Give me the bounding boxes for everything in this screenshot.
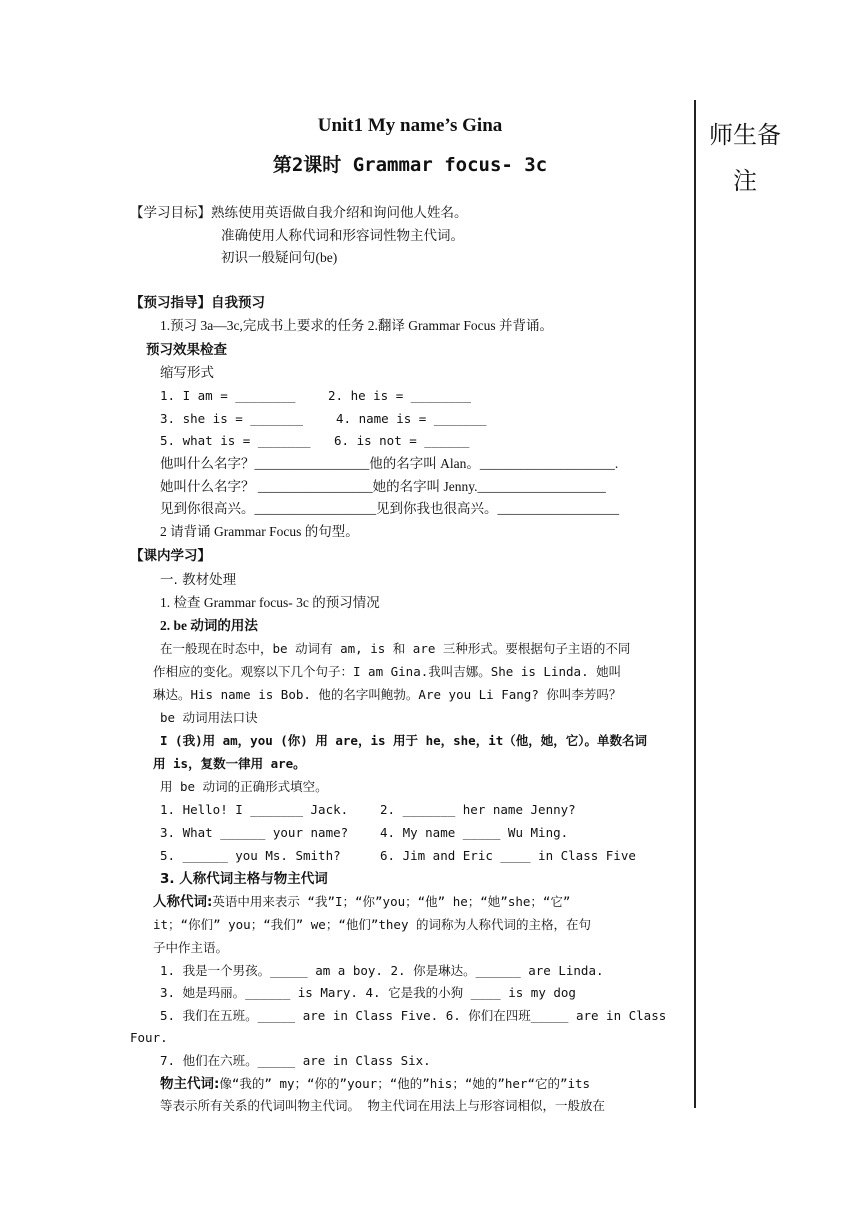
translation-exercise: 见到你很高兴。__________________见到你我也很高兴。__________________: [160, 501, 619, 516]
pronoun-text: 英语中用来表示 “我”I；“你”you；“他” he；“她”she；“它”: [212, 894, 571, 909]
section-heading: 3. 人称代词主格与物主代词: [160, 871, 328, 887]
pronoun-exercise: 1. 我是一个男孩。_____ am a boy. 2. 你是琳达。______ are Linda.: [160, 963, 604, 978]
fill-instruction: 用 be 动词的正确形式填空。: [160, 779, 328, 794]
class-study-heading: 【课内学习】: [130, 548, 211, 564]
body-paragraph-line: 作相应的变化。观察以下几个句子：I am Gina.我叫吉娜。She is Linda. 她叫: [153, 664, 622, 679]
abbreviation-exercise: 4. name is = _______: [336, 411, 487, 426]
notes-label-line2: 注: [733, 167, 757, 195]
pronoun-exercise: 5. 我们在五班。_____ are in Class Five. 6. 你们在四班_____ are in Class: [160, 1008, 667, 1023]
body-paragraph-line: 琳达。His name is Bob. 他的名字叫鲍勃。Are you Li Fang? 你叫李芳吗？: [153, 687, 622, 702]
possessive-paragraph-line: [160, 1075, 590, 1093]
possessive-label: 物主代词:: [160, 1076, 220, 1092]
abbreviation-exercise: 6. is not = ______: [334, 433, 470, 448]
pronoun-exercise: 7. 他们在六班。_____ are in Class Six.: [160, 1053, 431, 1068]
rhyme-heading: be 动词用法口诀: [160, 710, 258, 725]
section-item: 2. be 动词的用法: [160, 618, 258, 633]
pronoun-exercise: Four.: [130, 1030, 168, 1045]
margin-divider: [694, 100, 696, 1108]
section-item: 1. 检查 Grammar focus- 3c 的预习情况: [160, 595, 380, 610]
abbreviation-label: 缩写形式: [160, 365, 214, 381]
section-heading: 一. 教材处理: [160, 572, 237, 588]
translation-exercise: 她叫什么名字？ _________________她的名字叫 Jenny.___________________: [160, 479, 606, 494]
abbreviation-exercise: 2. he is = ________: [328, 388, 471, 403]
recite-task: 2 请背诵 Grammar Focus 的句型。: [160, 524, 359, 539]
fill-exercise: 1. Hello! I _______ Jack.: [160, 802, 349, 817]
pronoun-paragraph-line: it；“你们” you；“我们” we；“他们”they 的词称为人称代词的主格，在句: [153, 917, 592, 932]
teacher-student-notes-header: [700, 112, 790, 204]
learning-goal-line: 初识一般疑问句(be): [221, 250, 338, 265]
fill-exercise: 6. Jim and Eric ____ in Class Five: [380, 848, 636, 863]
body-paragraph-line: 在一般现在时态中，be 动词有 am, is 和 are 三种形式。要根据句子主语的不同: [160, 641, 631, 656]
possessive-text: 像“我的” my；“你的”your；“他的”his；“她的”her“它的”its: [219, 1076, 591, 1091]
fill-exercise: 2. _______ her name Jenny?: [380, 802, 576, 817]
preview-guide-heading: 【预习指导】自我预习: [130, 295, 265, 311]
unit-title: Unit1 My name’s Gina: [317, 115, 503, 136]
learning-goal-line: 【学习目标】熟练使用英语做自我介绍和询问他人姓名。: [130, 205, 468, 221]
lesson-title: 第2课时 Grammar focus- 3c: [272, 154, 548, 176]
pronoun-label: 人称代词:: [153, 894, 213, 910]
learning-goal-line: 准确使用人称代词和形容词性物主代词。: [221, 228, 464, 244]
fill-exercise: 4. My name _____ Wu Ming.: [380, 825, 569, 840]
fill-exercise: 3. What ______ your name?: [160, 825, 349, 840]
rhyme-line: 用 is，复数一律用 are。: [153, 756, 306, 771]
preview-check-heading: 预习效果检查: [146, 342, 227, 358]
pronoun-exercise: 3. 她是玛丽。______ is Mary. 4. 它是我的小狗 ____ is my dog: [160, 985, 576, 1000]
abbreviation-exercise: 1. I am = ________: [160, 388, 296, 403]
translation-exercise: 他叫什么名字？_________________他的名字叫 Alan。____________________.: [160, 456, 619, 471]
preview-task: 1.预习 3a—3c,完成书上要求的任务 2.翻译 Grammar Focus 并背诵。: [160, 318, 553, 333]
notes-label-line1: 师生备: [709, 121, 781, 149]
fill-exercise: 5. ______ you Ms. Smith?: [160, 848, 341, 863]
abbreviation-exercise: 5. what is = _______: [160, 433, 311, 448]
pronoun-paragraph-line: 子中作主语。: [153, 940, 229, 955]
abbreviation-exercise: 3. she is = _______: [160, 411, 303, 426]
possessive-paragraph-line: 等表示所有关系的代词叫物主代词。 物主代词在用法上与形容词相似，一般放在: [160, 1098, 606, 1113]
rhyme-line: I (我)用 am，you (你) 用 are，is 用于 he，she，it（他，她，它）。单数名词: [160, 733, 647, 748]
pronoun-paragraph-line: [153, 893, 570, 911]
